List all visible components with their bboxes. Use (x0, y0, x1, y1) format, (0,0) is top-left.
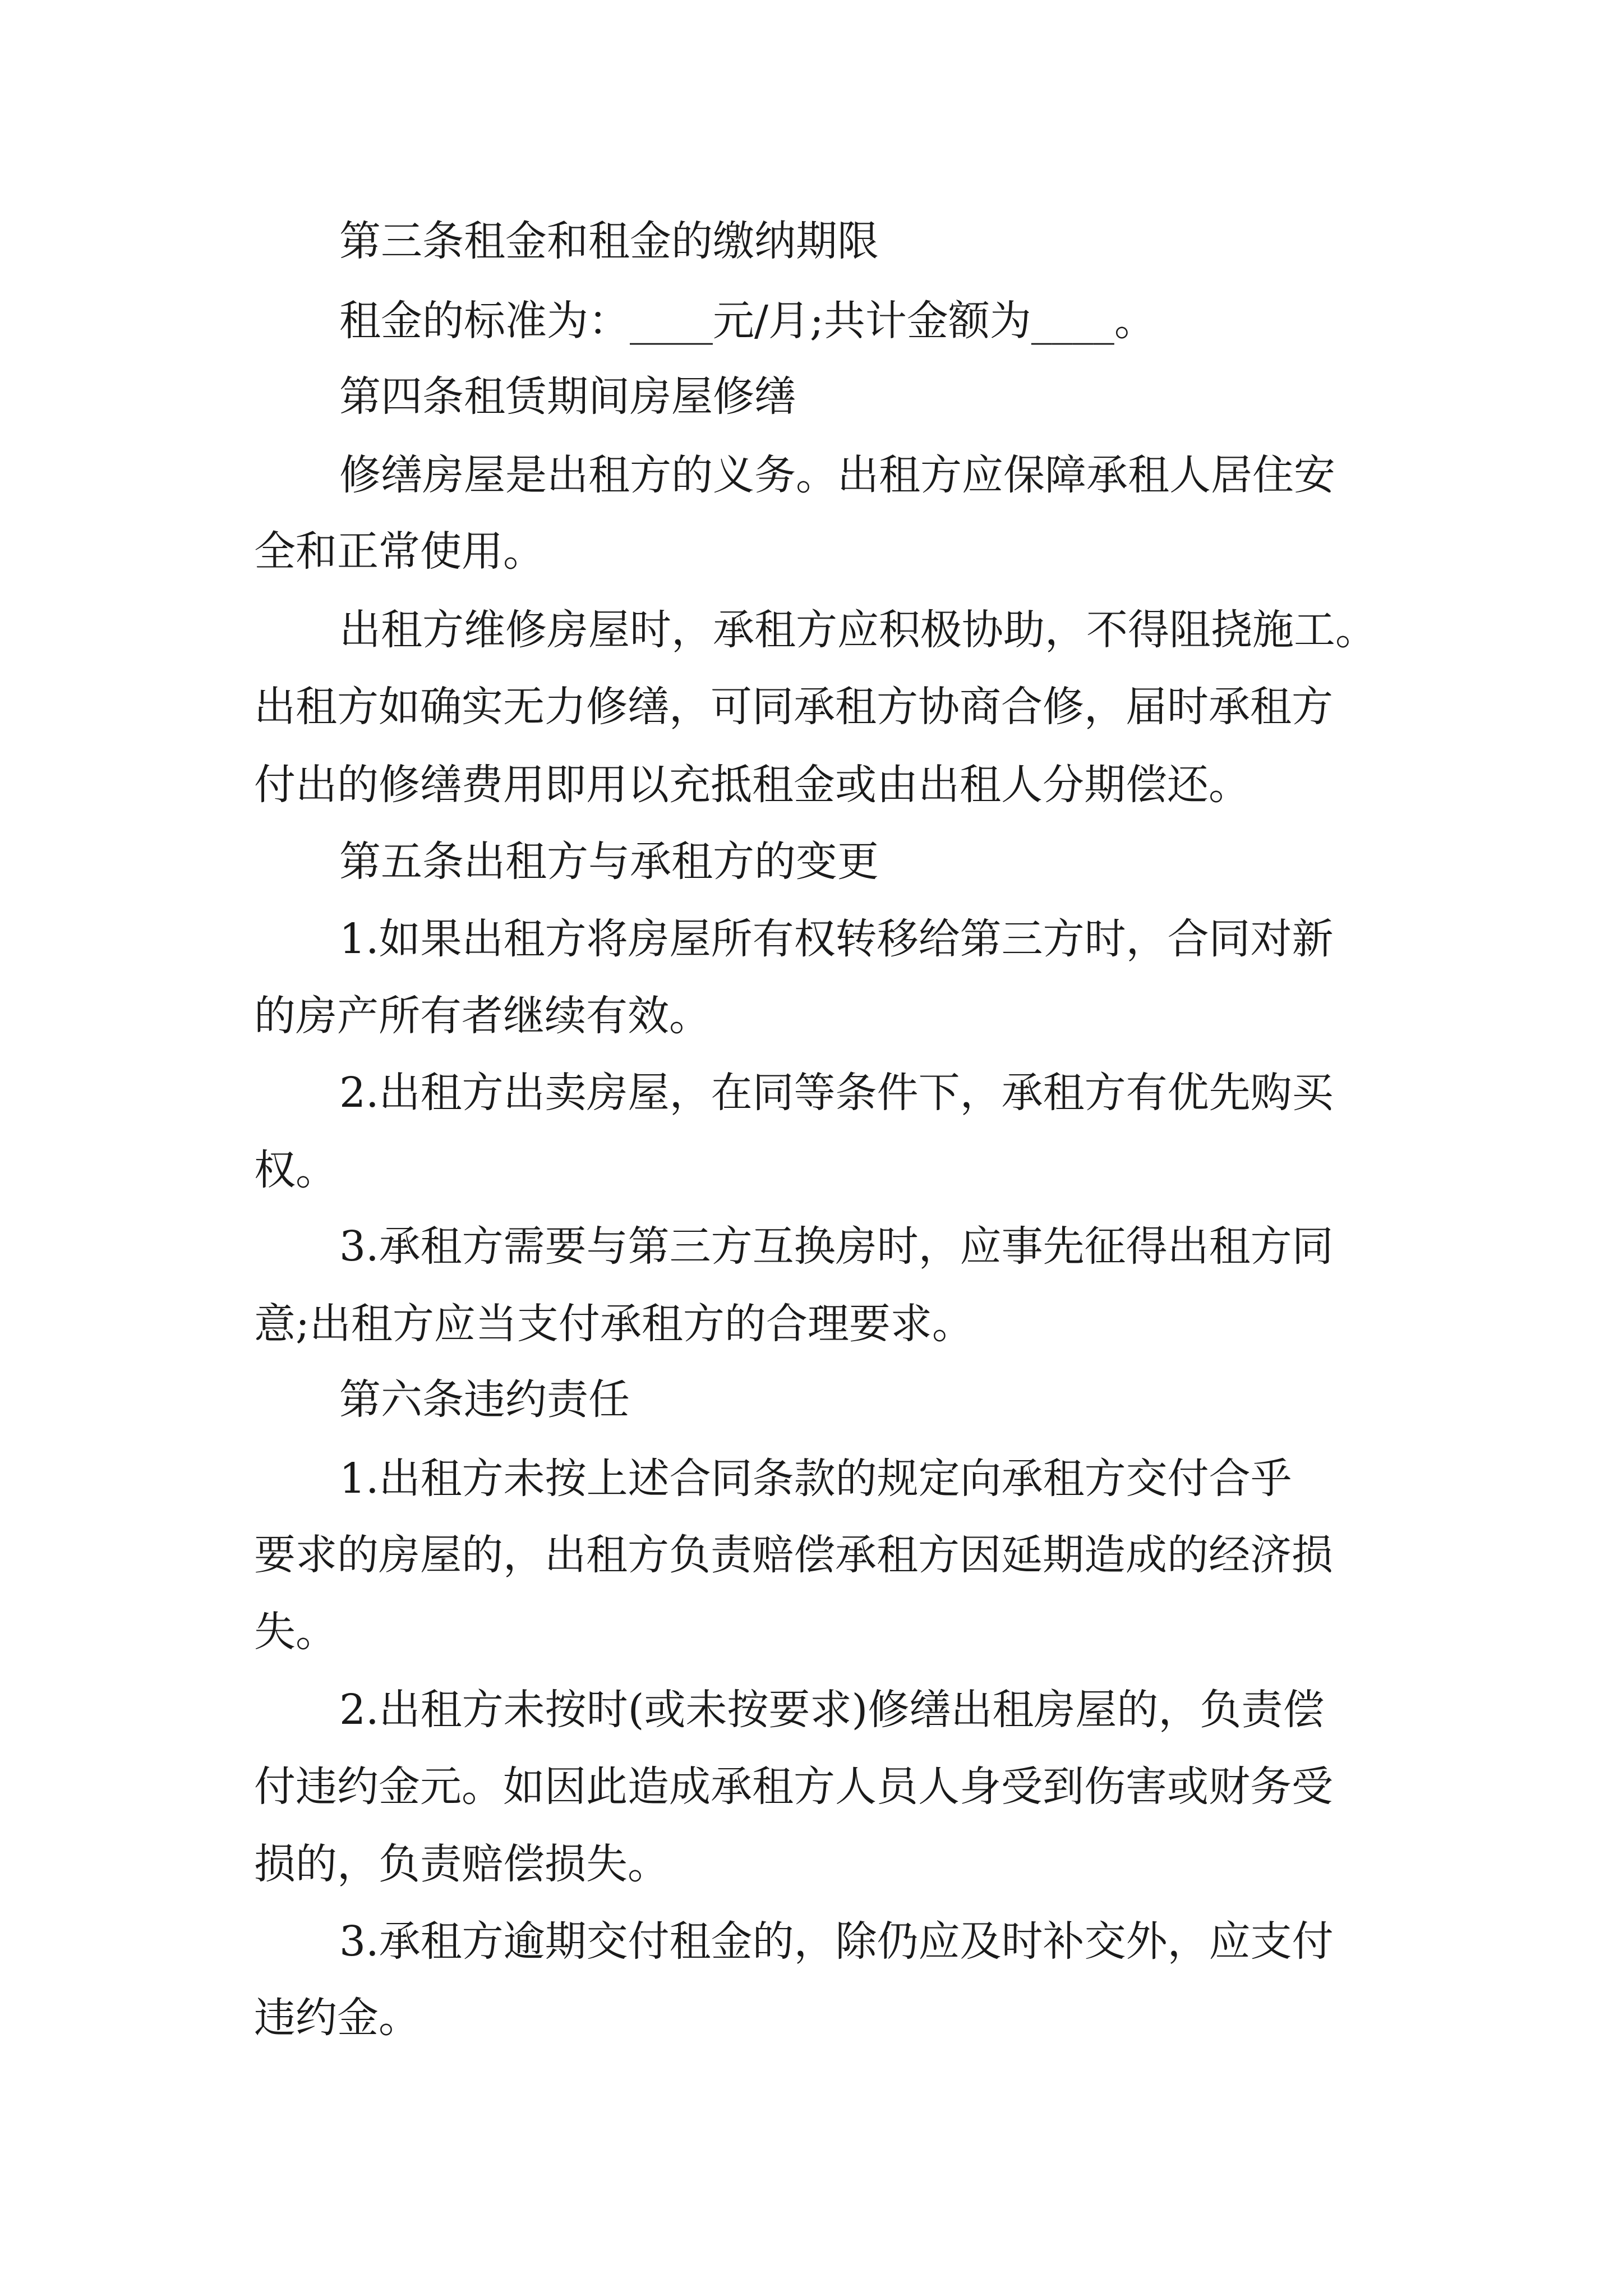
paragraph-line: 1.出租方未按上述合同条款的规定向承租方交付合乎 (339, 1455, 1292, 1503)
paragraph-line: 全和正常使用。 (254, 527, 545, 576)
paragraph-line: 3.承租方逾期交付租金的，除仍应及时补交外，应支付 (339, 1917, 1334, 1966)
section-heading-3: 第三条租金和租金的缴纳期限 (339, 217, 879, 265)
paragraph-line: 2.出租方出卖房屋，在同等条件下，承租方有优先购买 (339, 1069, 1334, 1117)
paragraph-line: 付违约金元。如因此造成承租方人员人身受到伤害或财务受 (254, 1763, 1333, 1811)
paragraph-line: 违约金。 (254, 1994, 420, 2042)
paragraph-line: 付出的修缮费用即用以充抵租金或由出租人分期偿还。 (254, 761, 1250, 809)
paragraph-line: 租金的标准为：____元/月;共计金额为____。 (339, 297, 1156, 345)
paragraph-line: 修缮房屋是出租方的义务。出租方应保障承租人居住安 (339, 451, 1335, 499)
paragraph-line: 3.承租方需要与第三方互换房时，应事先征得出租方同 (339, 1222, 1334, 1271)
paragraph-line: 意;出租方应当支付承租方的合理要求。 (254, 1300, 974, 1348)
paragraph-line: 权。 (254, 1146, 337, 1194)
paragraph-line: 出租方维修房屋时，承租方应积极协助，不得阻挠施工。 (339, 606, 1377, 654)
paragraph-line: 损的，负责赔偿损失。 (254, 1840, 669, 1888)
section-heading-6: 第六条违约责任 (339, 1375, 630, 1424)
paragraph-line: 出租方如确实无力修缮，可同承租方协商合修，届时承租方 (254, 683, 1333, 731)
paragraph-line: 失。 (254, 1608, 337, 1656)
section-heading-5: 第五条出租方与承租方的变更 (339, 838, 879, 886)
paragraph-line: 要求的房屋的，出租方负责赔偿承租方因延期造成的经济损 (254, 1531, 1333, 1579)
paragraph-line: 1.如果出租方将房屋所有权转移给第三方时，合同对新 (339, 915, 1334, 963)
paragraph-line: 的房产所有者继续有效。 (254, 992, 711, 1040)
section-heading-4: 第四条租赁期间房屋修缮 (339, 372, 796, 421)
paragraph-line: 2.出租方未按时(或未按要求)修缮出租房屋的，负责偿 (339, 1686, 1325, 1734)
